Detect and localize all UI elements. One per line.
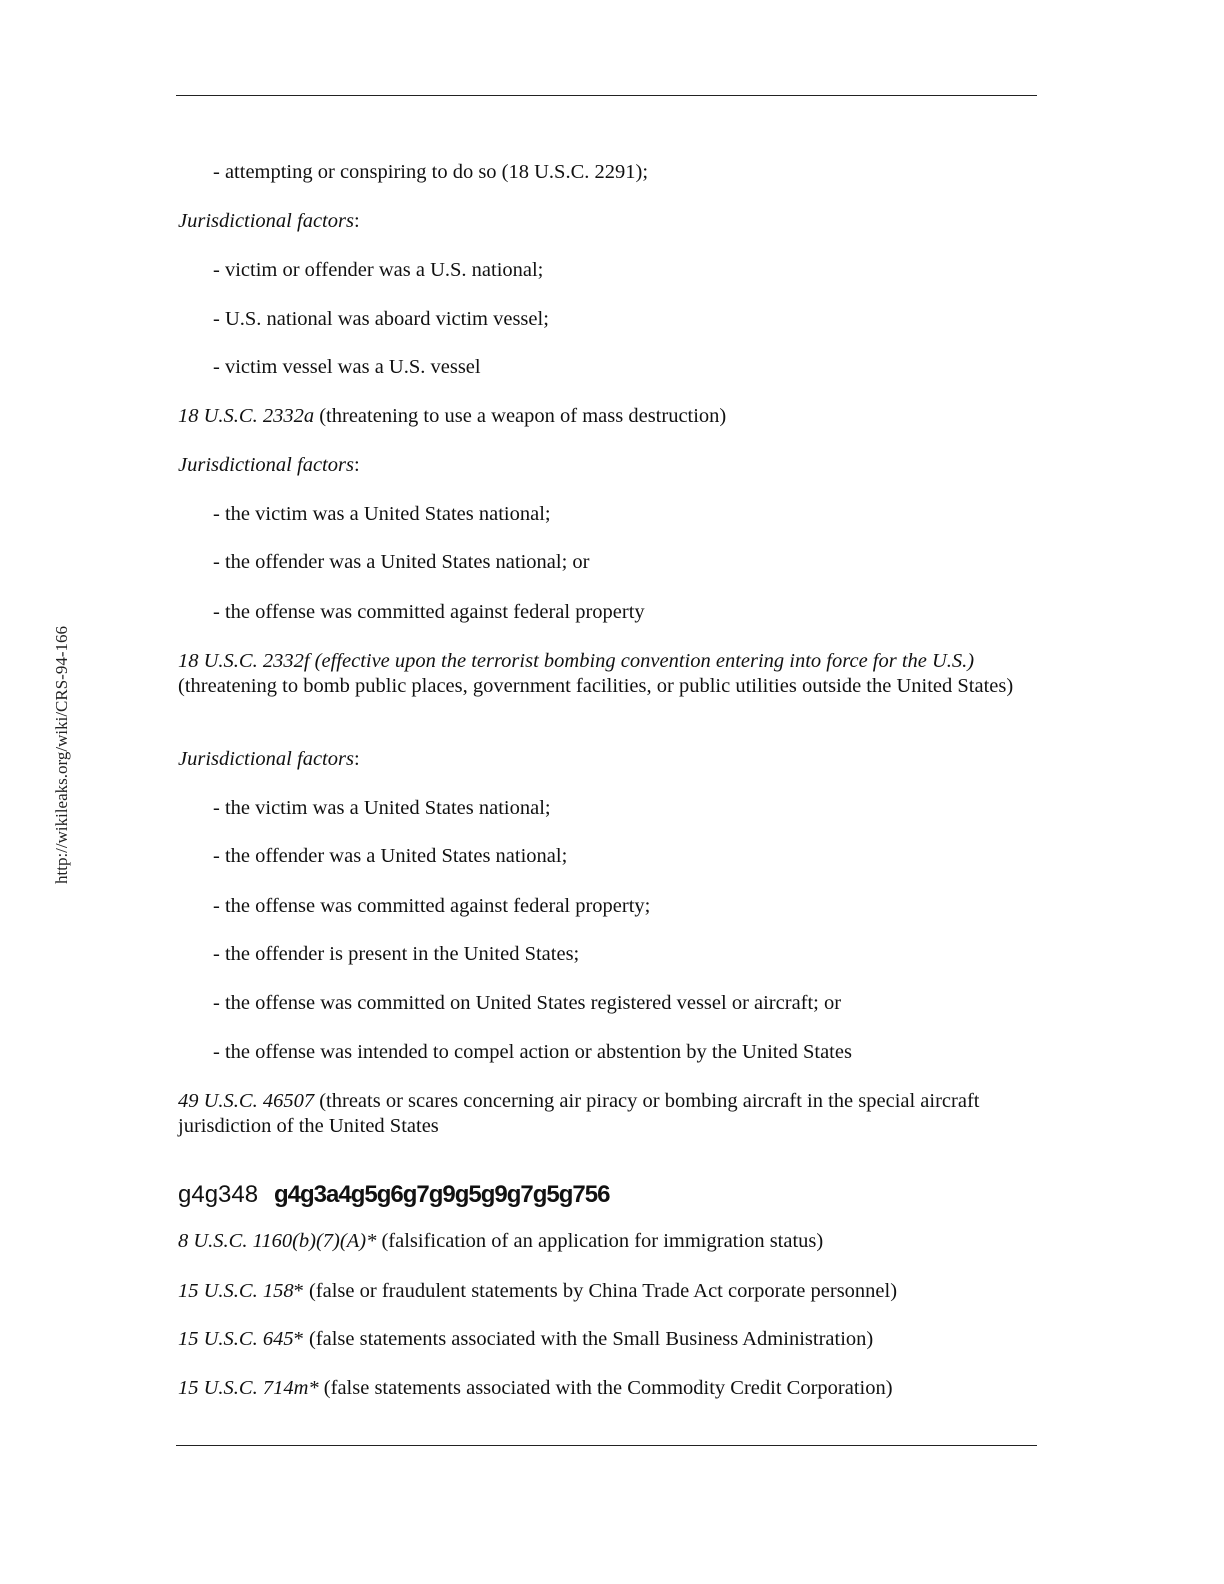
statute-714m — [178, 1376, 893, 1401]
statute-description: (threatening to use a weapon of mass destruction) — [314, 405, 727, 427]
statute-158 — [178, 1279, 897, 1304]
list-item: - the offense was committed against federal property; — [213, 895, 651, 917]
statute-description: (threats or scares concerning air piracy or bombing aircraft in the special aircraft jurisdiction of the United States — [178, 1090, 980, 1137]
list-item: - the offense was committed against federal property — [213, 601, 645, 623]
list-item: - the victim was a United States national; — [213, 797, 551, 819]
statute-citation: 15 U.S.C. 645 — [178, 1328, 294, 1350]
jurisdictional-factors-heading: Jurisdictional factors: — [178, 748, 360, 770]
statute-description: (false statements associated with the Commodity Credit Corporation) — [318, 1377, 893, 1399]
statute-citation: 15 U.S.C. 158 — [178, 1280, 294, 1302]
statute-citation: 49 U.S.C. 46507 — [178, 1090, 315, 1112]
statute-citation: 15 U.S.C. 714m* — [178, 1377, 319, 1399]
list-item: - victim vessel was a U.S. vessel — [213, 356, 481, 378]
jurisdictional-factors-heading: Jurisdictional factors: — [178, 210, 360, 232]
heading-text: Jurisdictional factors — [178, 748, 354, 770]
list-item: - U.S. national was aboard victim vessel; — [213, 308, 549, 330]
list-item: - the offender was a United States national; or — [213, 551, 590, 573]
jurisdictional-factors-heading: Jurisdictional factors: — [178, 454, 360, 476]
garbled-text: g4g348 — [178, 1181, 259, 1208]
statute-description: (falsification of an application for immigration status) — [376, 1230, 824, 1252]
heading-text: Jurisdictional factors — [178, 454, 354, 476]
list-item: - the offender is present in the United States; — [213, 943, 580, 965]
statute-citation: 18 U.S.C. 2332a — [178, 405, 315, 427]
statute-645 — [178, 1327, 873, 1352]
statute-citation: 8 U.S.C. 1160(b)(7)(A)* — [178, 1230, 377, 1252]
statute-description: * (false statements associated with the Small Business Administration) — [293, 1328, 874, 1350]
list-item: - the offender was a United States national; — [213, 845, 568, 867]
statute-1160 — [178, 1229, 823, 1254]
list-item: - victim or offender was a U.S. national; — [213, 259, 544, 281]
statute-citation: 18 U.S.C. 2332f (effective upon the terrorist bombing convention entering into force for the U.S.) — [178, 650, 975, 672]
footer-rule — [176, 1445, 1037, 1446]
list-item: - the offense was committed on United States registered vessel or aircraft; or — [213, 992, 842, 1014]
side-url-watermark: http://wikileaks.org/wiki/CRS-94-166 — [52, 626, 71, 884]
header-rule — [176, 95, 1037, 96]
statute-description: (threatening to bomb public places, government facilities, or public utilities outside the United States) — [178, 675, 1014, 697]
statute-2332f — [178, 649, 1028, 699]
garbled-overlap-text: g4g3a4g5g6g7g9g5g9g7g5g756 — [274, 1181, 610, 1208]
heading-text: Jurisdictional factors — [178, 210, 354, 232]
list-item: - attempting or conspiring to do so (18 U.S.C. 2291); — [213, 161, 649, 183]
list-item: - the victim was a United States national; — [213, 503, 551, 525]
statute-2332a — [178, 404, 726, 429]
list-item: - the offense was intended to compel action or abstention by the United States — [213, 1041, 852, 1063]
statute-description: * (false or fraudulent statements by China Trade Act corporate personnel) — [293, 1280, 898, 1302]
statute-46507 — [178, 1089, 1028, 1139]
